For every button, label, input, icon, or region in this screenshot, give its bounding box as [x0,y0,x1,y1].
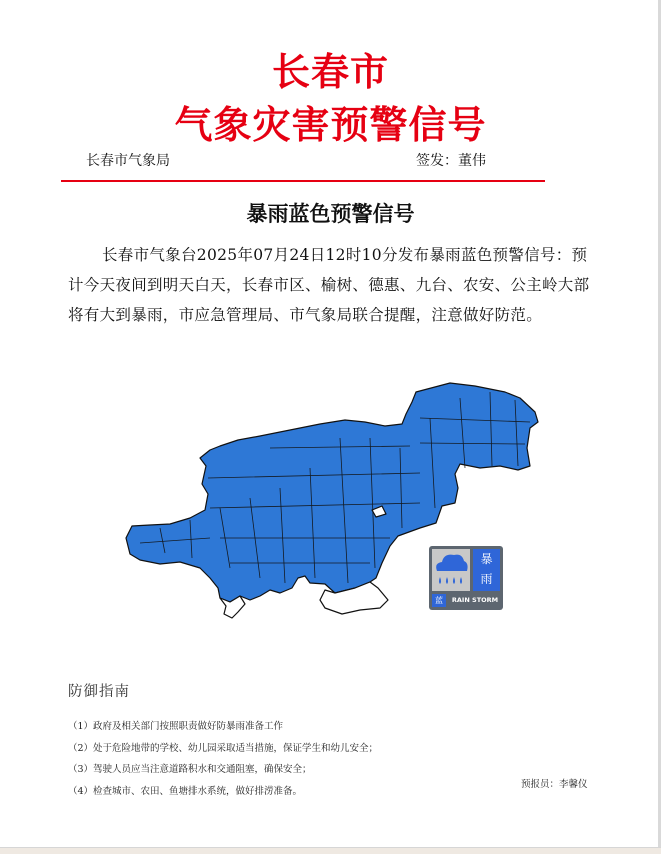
signer-label: 签发：董伟 [416,153,486,169]
badge-char-bottom: 雨 [480,572,493,586]
rain-storm-cloud-icon [432,549,470,591]
guide-item: （4）检查城市、农田、鱼塘排水系统，做好排涝准备。 [68,785,303,797]
guide-item: （2）处于危险地带的学校、幼儿园采取适当措施，保证学生和幼儿安全； [68,742,379,754]
guide-item: （1）政府及相关部门按照职责做好防暴雨准备工作 [68,721,284,732]
rain-storm-blue-badge [429,546,503,610]
guide-item: （3）驾驶人员应当注意道路积水和交通阻塞，确保安全； [68,764,312,775]
forecaster-label: 预报员：李馨仪 [521,779,588,790]
defense-guide-list [68,716,378,802]
badge-label: RAIN STORM [451,596,499,604]
warning-body: 长春市气象台2025年07月24日12时10分发布暴雨蓝色预警信号：预计今天夜间到明天白天，长春市区、榆树、德惠、九台、农安、公主岭大部将有大到暴雨，市应急管理局、市气象局联合提醒，注意做好防范。 [68,246,590,324]
badge-cloud-panel [432,549,470,591]
badge-characters [473,549,500,591]
defense-guide-title: 防御指南 [68,684,130,700]
badge-level: 蓝 [432,594,446,607]
warning-subtitle: 暴雨蓝色预警信号 [246,202,415,226]
badge-char-top: 暴 [480,552,493,566]
page-bottom-edge [0,847,661,854]
header-divider [61,180,545,182]
document-title: 气象灾害预警信号 [174,103,487,147]
issuer-label: 长春市气象局 [86,153,170,169]
document-title-city: 长春市 [271,50,389,94]
